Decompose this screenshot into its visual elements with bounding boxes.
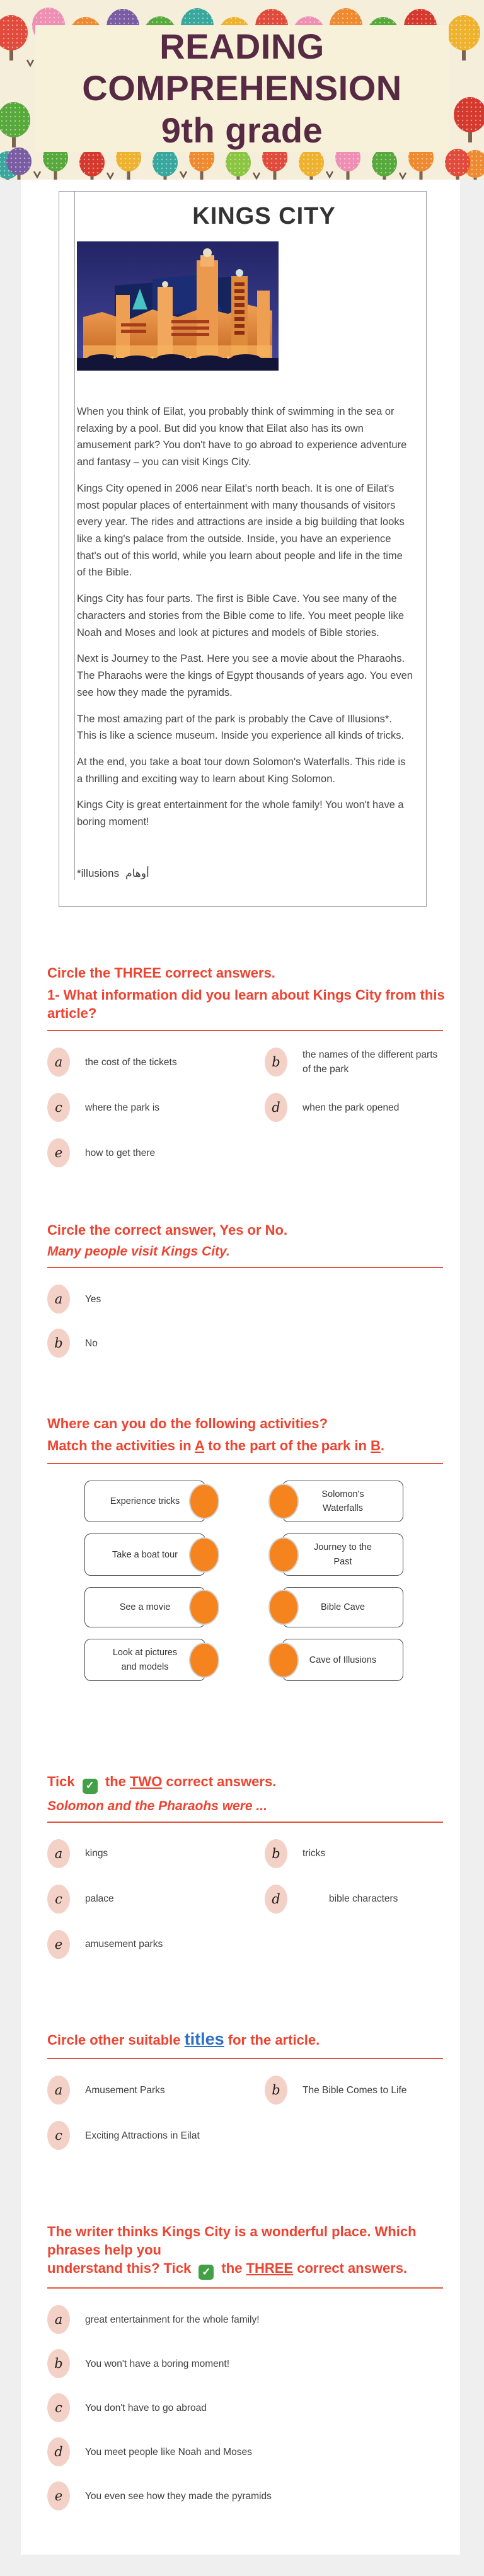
match-connector-dot[interactable]: [189, 1484, 219, 1519]
q6-text: the: [217, 2260, 246, 2277]
match-connector-dot[interactable]: [189, 1537, 219, 1573]
divider: [47, 1030, 443, 1031]
option-label: where the park is: [85, 1102, 160, 1113]
match-left-label: See a movie: [119, 1602, 171, 1613]
article-card: [59, 191, 427, 907]
match-right-label: Bible Cave: [320, 1602, 366, 1613]
q2-option-b[interactable]: [47, 1329, 456, 1358]
q5-option-b[interactable]: [265, 2076, 456, 2105]
match-right-box[interactable]: [282, 1639, 403, 1681]
match-left-box[interactable]: [84, 1481, 205, 1523]
option-letter-badge[interactable]: e: [47, 1930, 70, 1959]
q6-text: correct answers.: [293, 2260, 408, 2277]
option-label: You even see how they made the pyramids: [85, 2490, 272, 2502]
q4-option-a[interactable]: [47, 1839, 265, 1868]
option-label: Amusement Parks: [85, 2084, 165, 2096]
q2-options: [47, 1285, 456, 1358]
option-label: The Bible Comes to Life: [302, 2084, 407, 2096]
matching-area: [84, 1481, 403, 1682]
question-6-section: [47, 2222, 456, 2510]
match-right-box[interactable]: [282, 1587, 403, 1627]
q6-text: The writer thinks Kings City is a wonderful place. Which phrases help you: [47, 2224, 417, 2258]
article-paragraph: Kings City has four parts. The first is Bible Cave. You see many of the characters and stories from the Bible come to life. You meet people like Noah and Moses and look at pictures and models of Bible stories.: [77, 593, 405, 638]
option-letter-badge[interactable]: b: [265, 1839, 287, 1868]
q2-instruction: Circle the correct answer, Yes or No.: [47, 1222, 288, 1239]
match-right-box[interactable]: [282, 1481, 403, 1523]
option-letter-badge[interactable]: c: [47, 2121, 70, 2150]
article-text: [77, 403, 413, 831]
match-right-label: Journey to the Past: [314, 1542, 372, 1567]
question-3-section: [47, 1414, 456, 1681]
option-label: kings: [85, 1847, 108, 1859]
article-document: [74, 192, 426, 880]
match-connector-dot[interactable]: [189, 1643, 219, 1678]
match-right-label: Cave of Illusions: [309, 1655, 377, 1665]
divider: [47, 1822, 443, 1823]
q4-question: Solomon and the Pharaohs were ...: [47, 1798, 267, 1813]
option-letter-badge[interactable]: e: [47, 1138, 70, 1167]
option-letter-badge[interactable]: a: [47, 1048, 70, 1077]
option-letter-badge[interactable]: a: [47, 1839, 70, 1868]
match-connector-dot[interactable]: [268, 1590, 299, 1625]
q1-option-b[interactable]: [265, 1048, 456, 1077]
worksheet-title-banner: [35, 25, 449, 152]
match-right-box[interactable]: [282, 1533, 403, 1576]
option-letter-badge[interactable]: c: [47, 1093, 70, 1122]
q1-options: [47, 1048, 456, 1168]
q2-option-a[interactable]: [47, 1285, 456, 1314]
q5-options: [47, 2076, 456, 2150]
article-title: KINGS CITY: [192, 203, 336, 229]
article-paragraph: Next is Journey to the Past. Here you see a movie about the Pharaohs. The Pharaohs were the kings of Egypt thousands of years ago. You even see how they made the pyramids.: [77, 653, 413, 698]
q4-emphasis: TWO: [129, 1774, 163, 1790]
option-letter-badge[interactable]: d: [47, 2437, 70, 2466]
option-letter-badge[interactable]: d: [265, 1093, 287, 1122]
match-row-2: [84, 1533, 403, 1576]
q5-option-a[interactable]: [47, 2076, 265, 2105]
q4-instruction: [47, 1772, 456, 1793]
q6-option-d[interactable]: [47, 2437, 456, 2466]
divider: [47, 2287, 443, 2289]
worksheet-title-line3: 9th grade: [161, 110, 323, 150]
option-letter-badge[interactable]: a: [47, 1285, 70, 1314]
divider: [47, 1463, 443, 1464]
q6-instruction: [47, 2222, 456, 2280]
q4-option-e[interactable]: [47, 1930, 265, 1959]
match-left-label: Look at pictures and models: [112, 1648, 178, 1672]
worksheet-header: [0, 0, 484, 180]
option-letter-badge[interactable]: b: [47, 1329, 70, 1358]
q6-emphasis: THREE: [246, 2260, 294, 2277]
match-row-3: [84, 1587, 403, 1627]
q6-option-c[interactable]: [47, 2393, 456, 2422]
option-letter-badge[interactable]: b: [265, 1048, 287, 1077]
q3-text: Match the activities in: [47, 1438, 195, 1454]
q3-text: .: [380, 1438, 385, 1454]
q5-option-c[interactable]: [47, 2121, 265, 2150]
match-left-label: Experience tricks: [110, 1496, 180, 1506]
green-check-icon: ✓: [199, 2265, 214, 2280]
match-row-1: [84, 1481, 403, 1523]
q2-question: Many people visit Kings City.: [47, 1244, 230, 1259]
option-letter-badge[interactable]: e: [47, 2481, 70, 2510]
q4-text: correct answers.: [162, 1774, 277, 1790]
option-label: Yes: [85, 1293, 101, 1305]
question-2-section: [47, 1221, 456, 1358]
article-paragraph: Kings City is great entertainment for the whole family! You won't have a boring moment!: [77, 799, 404, 828]
question-1-section: [47, 964, 456, 1168]
q5-instruction: [47, 2028, 456, 2051]
q3-match-instruction: [47, 1436, 456, 1455]
option-letter-badge[interactable]: c: [47, 2393, 70, 2422]
q4-text: Tick: [47, 1774, 79, 1790]
option-letter-badge[interactable]: d: [265, 1885, 287, 1914]
q5-text: Circle other suitable: [47, 2031, 185, 2048]
option-label: No: [85, 1337, 98, 1349]
question-5-section: [47, 2028, 456, 2151]
match-connector-dot[interactable]: [268, 1537, 299, 1573]
option-label: You don't have to go abroad: [85, 2402, 207, 2413]
worksheet-body: [21, 180, 460, 2555]
option-label: when the park opened: [302, 1102, 400, 1113]
match-left-label: Take a boat tour: [112, 1549, 178, 1560]
q6-text: understand this? Tick: [47, 2260, 195, 2277]
q6-option-a[interactable]: [47, 2305, 456, 2334]
q1-instruction: Circle the THREE correct answers.: [47, 964, 275, 981]
article-footnote: [77, 867, 413, 880]
q1-option-e[interactable]: [47, 1138, 265, 1167]
q1-option-d[interactable]: [265, 1093, 456, 1122]
q6-option-e[interactable]: [47, 2481, 456, 2510]
q5-accent-word: titles: [184, 2029, 224, 2048]
divider: [47, 2058, 443, 2059]
q5-text: for the article.: [224, 2031, 320, 2048]
option-label: palace: [85, 1893, 114, 1904]
match-connector-dot[interactable]: [268, 1484, 299, 1519]
option-letter-badge[interactable]: b: [265, 2076, 287, 2105]
match-connector-dot[interactable]: [268, 1643, 299, 1678]
q1-question: 1- What information did you learn about Kings City from this article?: [47, 986, 445, 1021]
q4-options: [47, 1839, 456, 1959]
q3-text: to the part of the park in: [204, 1438, 371, 1454]
option-letter-badge[interactable]: b: [47, 2349, 70, 2378]
footnote-english: *illusions: [77, 867, 120, 879]
q1-option-c[interactable]: [47, 1093, 265, 1122]
option-letter-badge[interactable]: a: [47, 2076, 70, 2105]
footnote-arabic: أوهام: [125, 867, 149, 879]
q4-option-d[interactable]: [265, 1885, 456, 1914]
article-paragraph: Kings City opened in 2006 near Eilat's north beach. It is one of Eilat's most popular places of entertainment with many thousands of visitors every year. The rides and attractions are inside a big building that looks like a king's palace from the outside. Inside, you have an experience that's out of this world, while you learn about people and life in the time of the Bible.: [77, 482, 405, 579]
match-left-box[interactable]: [84, 1533, 205, 1576]
match-left-box[interactable]: [84, 1639, 205, 1681]
option-label: amusement parks: [85, 1938, 163, 1949]
q4-option-c[interactable]: [47, 1885, 265, 1914]
article-paragraph: The most amazing part of the park is probably the Cave of Illusions*. This is like a science museum. Inside you experience all kinds of tricks.: [77, 713, 405, 742]
q6-options: [47, 2305, 456, 2510]
option-label: You won't have a boring moment!: [85, 2358, 230, 2369]
q3-heading: Where can you do the following activities?: [47, 1416, 328, 1432]
option-label: great entertainment for the whole family!: [85, 2314, 260, 2325]
q1-option-a[interactable]: [47, 1048, 265, 1077]
option-label: Exciting Attractions in Eilat: [85, 2130, 200, 2141]
match-connector-dot[interactable]: [189, 1590, 219, 1625]
match-right-label: Solomon's Waterfalls: [321, 1489, 364, 1513]
match-row-4: [84, 1639, 403, 1681]
worksheet-title-line2: COMPREHENSION: [82, 68, 402, 108]
option-label: tricks: [302, 1847, 326, 1859]
divider: [47, 1267, 443, 1268]
q4-text: the: [101, 1774, 130, 1790]
option-label: bible characters: [329, 1893, 398, 1904]
q6-option-b[interactable]: [47, 2349, 456, 2378]
kings-city-photo: [77, 241, 279, 371]
option-label: the cost of the tickets: [85, 1056, 177, 1068]
option-label: You meet people like Noah and Moses: [85, 2446, 252, 2458]
match-left-box[interactable]: [84, 1587, 205, 1627]
option-label: the names of the different parts of the park: [302, 1049, 438, 1075]
article-paragraph: When you think of Eilat, you probably think of swimming in the sea or relaxing by a pool. But did you know that Eilat also has its own amusement park? You don't have to go abroad to experience adventure and fantasy – you can visit Kings City.: [77, 406, 407, 468]
option-label: how to get there: [85, 1147, 156, 1158]
worksheet-title-line1: READING: [159, 26, 325, 67]
question-4-section: [47, 1772, 456, 1958]
column-b-label: B: [371, 1438, 381, 1454]
green-check-icon: ✓: [83, 1779, 98, 1794]
article-paragraph: At the end, you take a boat tour down Solomon's Waterfalls. This ride is a thrilling and exciting way to learn about King Solomon.: [77, 756, 406, 785]
column-a-label: A: [194, 1438, 204, 1454]
option-letter-badge[interactable]: a: [47, 2305, 70, 2334]
q4-option-b[interactable]: [265, 1839, 456, 1868]
option-letter-badge[interactable]: c: [47, 1885, 70, 1914]
